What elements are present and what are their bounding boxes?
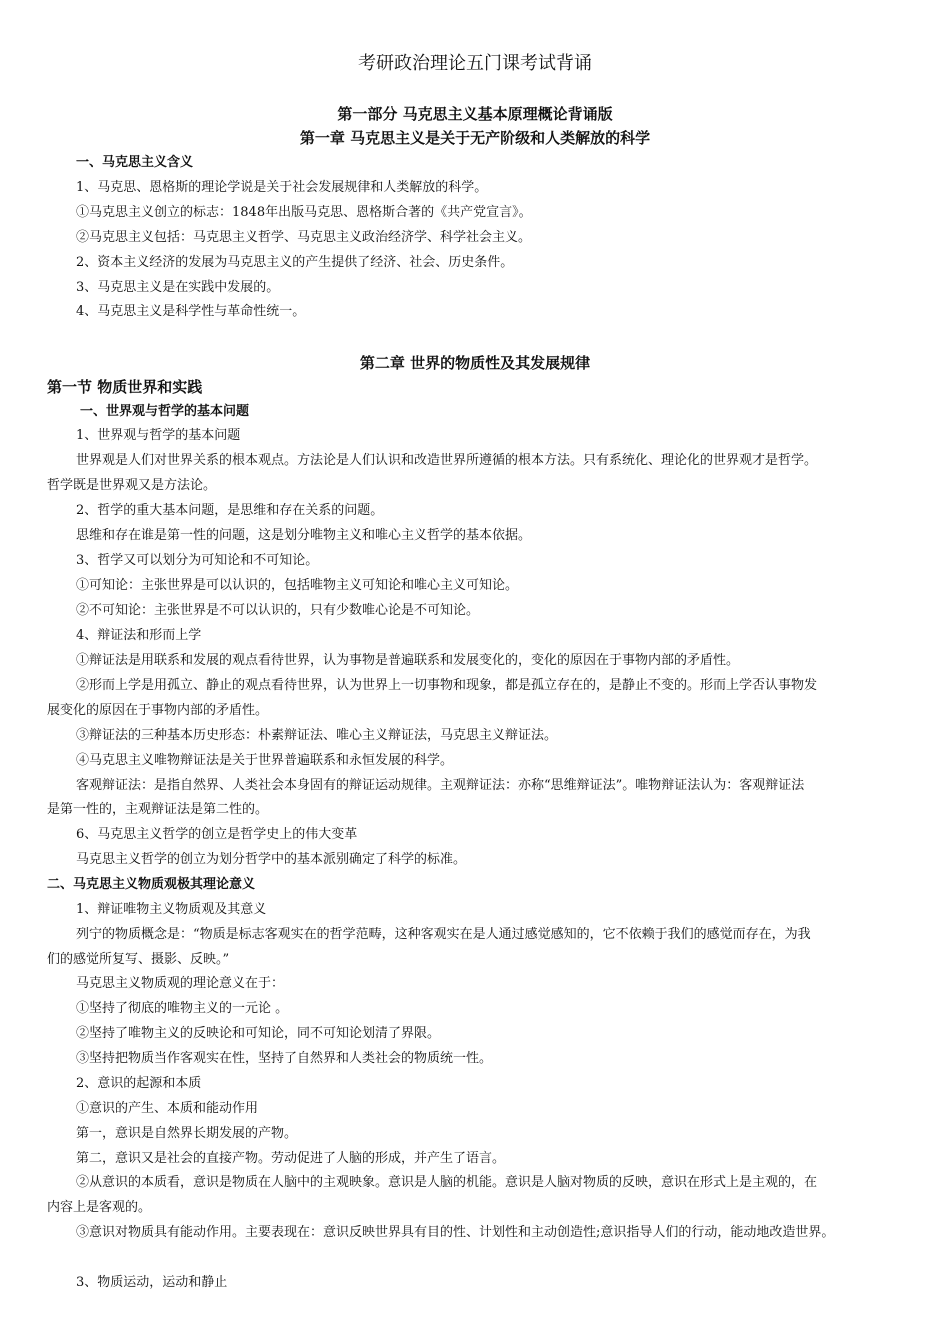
chapter-1-title: 第一章 马克思主义是关于无产阶级和人类解放的科学 bbox=[299, 129, 651, 147]
text-line: 2、意识的起源和本质 bbox=[76, 1076, 202, 1091]
text-line: ④马克思主义唯物辩证法是关于世界普遍联系和永恒发展的科学。 bbox=[76, 753, 454, 768]
text-line: 第一，意识是自然界长期发展的产物。 bbox=[76, 1126, 298, 1141]
text-line: 2、资本主义经济的发展为马克思主义的产生提供了经济、社会、历史条件。 bbox=[76, 255, 514, 270]
text-line: 思维和存在谁是第一性的问题，这是划分唯物主义和唯心主义哲学的基本依据。 bbox=[76, 528, 532, 543]
text-line: ③辩证法的三种基本历史形态：朴素辩证法、唯心主义辩证法，马克思主义辩证法。 bbox=[76, 728, 558, 743]
text-line: ②马克思主义包括：马克思主义哲学、马克思主义政治经济学、科学社会主义。 bbox=[76, 230, 532, 245]
text-line: ③意识对物质具有能动作用。主要表现在：意识反映世界具有目的性、计划性和主动创造性;意识指导人们的行动，能动地改造世界。 bbox=[76, 1225, 835, 1240]
text-line: 马克思主义哲学的创立为划分哲学中的基本派别确定了科学的标准。 bbox=[76, 852, 467, 867]
text-line: ①马克思主义创立的标志：1848年出版马克思、恩格斯合著的《共产党宣言》。 bbox=[76, 205, 532, 220]
text-line: 3、哲学又可以划分为可知论和不可知论。 bbox=[76, 553, 319, 568]
document-title: 考研政治理论五门课考试背诵 bbox=[358, 53, 592, 74]
text-line: 6、马克思主义哲学的创立是哲学史上的伟大变革 bbox=[76, 827, 358, 842]
subsection-1-heading: 一、世界观与哲学的基本问题 bbox=[80, 404, 250, 419]
subsection-2-heading: 二、马克思主义物质观极其理论意义 bbox=[47, 877, 256, 892]
text-line: 内容上是客观的。 bbox=[47, 1200, 152, 1215]
text-line: ②形而上学是用孤立、静止的观点看待世界，认为世界上一切事物和现象，都是孤立存在的，是静止不变的。形而上学否认事物发 bbox=[76, 678, 818, 693]
text-line: 1、世界观与哲学的基本问题 bbox=[76, 428, 241, 443]
text-line: 展变化的原因在于事物内部的矛盾性。 bbox=[47, 703, 269, 718]
text-line: ①辩证法是用联系和发展的观点看待世界，认为事物是普遍联系和发展变化的，变化的原因在于事物内部的矛盾性。 bbox=[76, 653, 740, 668]
text-line: 是第一性的，主观辩证法是第二性的。 bbox=[47, 802, 269, 817]
text-line: 3、物质运动，运动和静止 bbox=[76, 1275, 228, 1290]
text-line: 4、辩证法和形而上学 bbox=[76, 628, 202, 643]
text-line: 4、马克思主义是科学性与革命性统一。 bbox=[76, 304, 306, 319]
text-line: ①可知论：主张世界是可以认识的，包括唯物主义可知论和唯心主义可知论。 bbox=[76, 578, 519, 593]
text-line: 1、辩证唯物主义物质观及其意义 bbox=[76, 902, 267, 917]
text-line: 马克思主义物质观的理论意义在于： bbox=[76, 976, 285, 991]
chapter-2-title: 第二章 世界的物质性及其发展规律 bbox=[359, 354, 591, 372]
text-line: 世界观是人们对世界关系的根本观点。方法论是人们认识和改造世界所遵循的根本方法。只有系统化、理论化的世界观才是哲学。 bbox=[76, 453, 818, 468]
text-line: 2、哲学的重大基本问题，是思维和存在关系的问题。 bbox=[76, 503, 384, 518]
text-line: ①意识的产生、本质和能动作用 bbox=[76, 1101, 259, 1116]
text-line: ②从意识的本质看，意识是物质在人脑中的主观映象。意识是人脑的机能。意识是人脑对物质的反映，意识在形式上是主观的，在 bbox=[76, 1175, 818, 1190]
chapter-1-section-heading: 一、马克思主义含义 bbox=[76, 155, 194, 170]
text-line: ①坚持了彻底的唯物主义的一元论 。 bbox=[76, 1001, 289, 1016]
text-line: 哲学既是世界观又是方法论。 bbox=[47, 478, 217, 493]
text-line: 3、马克思主义是在实践中发展的。 bbox=[76, 280, 280, 295]
text-line: 列宁的物质概念是：“物质是标志客观实在的哲学范畴，这种客观实在是人通过感觉感知的，它不依赖于我们的感觉而存在，为我 bbox=[76, 927, 811, 942]
text-line: ②坚持了唯物主义的反映论和可知论，同不可知论划清了界限。 bbox=[76, 1026, 441, 1041]
text-line: 们的感觉所复写、摄影、反映。” bbox=[47, 952, 230, 967]
part-title: 第一部分 马克思主义基本原理概论背诵版 bbox=[337, 105, 613, 123]
text-line: 客观辩证法：是指自然界、人类社会本身固有的辩证运动规律。主观辩证法：亦称“思维辩证法”。唯物辩证法认为：客观辩证法 bbox=[76, 778, 805, 793]
text-line: ③坚持把物质当作客观实在性，坚持了自然界和人类社会的物质统一性。 bbox=[76, 1051, 493, 1066]
text-line: 1、马克思、恩格斯的理论学说是关于社会发展规律和人类解放的科学。 bbox=[76, 180, 488, 195]
text-line: ②不可知论：主张世界是不可以认识的，只有少数唯心论是不可知论。 bbox=[76, 603, 480, 618]
section-1-title: 第一节 物质世界和实践 bbox=[47, 378, 203, 396]
text-line: 第二，意识又是社会的直接产物。劳动促进了人脑的形成，并产生了语言。 bbox=[76, 1151, 506, 1166]
